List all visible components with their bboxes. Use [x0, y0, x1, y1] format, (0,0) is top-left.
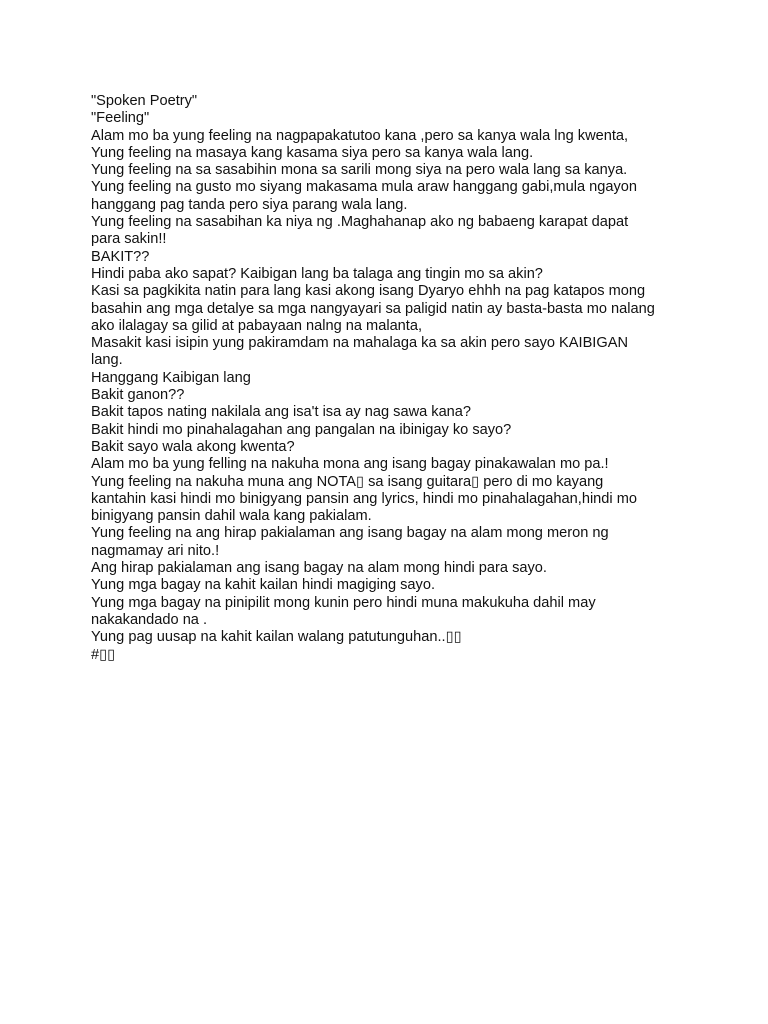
text-line: ako ilalagay sa gilid at pabayaan nalng na malanta,	[91, 317, 423, 334]
text-line: lang.	[91, 352, 123, 369]
text-line: Bakit sayo wala akong kwenta?	[91, 438, 295, 455]
text-line: Bakit tapos nating nakilala ang isa't isa ay nag sawa kana?	[91, 404, 472, 421]
text-line: #▯▯	[91, 646, 116, 663]
text-line: Alam mo ba yung feeling na nagpapakatutoo kana ,pero sa kanya wala lng kwenta,	[91, 127, 629, 144]
text-line: Alam mo ba yung felling na nakuha mona ang isang bagay pinakawalan mo pa.!	[91, 456, 609, 473]
text-line: Hanggang Kaibigan lang	[91, 369, 251, 386]
text-line: Ang hirap pakialaman ang isang bagay na alam mong hindi para sayo.	[91, 560, 547, 577]
text-line: Kasi sa pagkikita natin para lang kasi akong isang Dyaryo ehhh na pag katapos mong	[91, 283, 646, 300]
text-line: Yung mga bagay na pinipilit mong kunin pero hindi muna makukuha dahil may	[91, 594, 596, 611]
text-line: "Feeling"	[91, 110, 150, 127]
text-line: Yung feeling na sasabihan ka niya ng .Maghahanap ako ng babaeng karapat dapat	[91, 214, 629, 231]
text-line: Yung feeling na nakuha muna ang NOTA▯ sa isang guitara▯ pero di mo kayang	[91, 473, 604, 490]
text-line: para sakin!!	[91, 231, 167, 248]
text-line: Bakit ganon??	[91, 387, 185, 404]
text-line: nagmamay ari nito.!	[91, 542, 220, 559]
text-line: kantahin kasi hindi mo binigyang pansin ang lyrics, hindi mo pinahalagahan,hindi mo	[91, 490, 637, 507]
text-line: Yung pag uusap na kahit kailan walang patutunguhan..▯▯	[91, 629, 462, 646]
text-line: Yung feeling na gusto mo siyang makasama mula araw hanggang gabi,mula ngayon	[91, 179, 637, 196]
text-line: Yung mga bagay na kahit kailan hindi magiging sayo.	[91, 577, 435, 594]
poem-text-block	[91, 93, 691, 664]
text-line: Masakit kasi isipin yung pakiramdam na mahalaga ka sa akin pero sayo KAIBIGAN	[91, 335, 628, 352]
text-line: Yung feeling na masaya kang kasama siya pero sa kanya wala lang.	[91, 144, 534, 161]
text-line: Bakit hindi mo pinahalagahan ang pangalan na ibinigay ko sayo?	[91, 421, 512, 438]
text-line: Yung feeling na sa sasabihin mona sa sarili mong siya na pero wala lang sa kanya.	[91, 162, 628, 179]
text-line: basahin ang mga detalye sa mga nangyayari sa paligid natin ay basta-basta mo nalang	[91, 300, 655, 317]
text-line: Yung feeling na ang hirap pakialaman ang isang bagay na alam mong meron ng	[91, 525, 609, 542]
text-line: BAKIT??	[91, 248, 150, 265]
text-line: nakakandado na .	[91, 611, 208, 628]
text-line: binigyang pansin dahil wala kang pakialam.	[91, 508, 372, 525]
text-line: hanggang pag tanda pero siya parang wala lang.	[91, 196, 408, 213]
text-line: Hindi paba ako sapat? Kaibigan lang ba talaga ang tingin mo sa akin?	[91, 265, 543, 282]
text-line: "Spoken Poetry"	[91, 93, 198, 109]
